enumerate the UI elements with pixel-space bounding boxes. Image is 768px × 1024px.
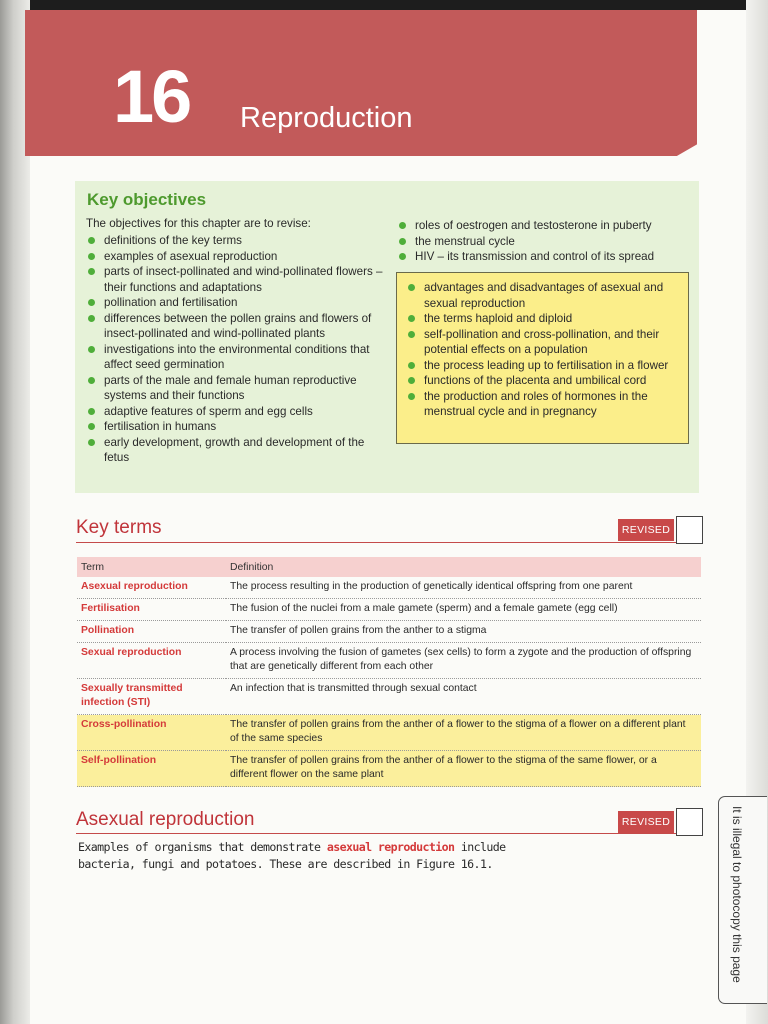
objective-item: functions of the placenta and umbilical cord xyxy=(406,373,686,389)
bullet-icon xyxy=(408,393,415,400)
term-cell: Fertilisation xyxy=(77,599,226,621)
definition-cell: The transfer of pollen grains from the anther of a flower to the stigma of a flower on a different plant of the same species xyxy=(226,715,701,751)
key-terms-rule xyxy=(76,542,676,543)
asexual-rule xyxy=(76,833,676,834)
objective-item: the terms haploid and diploid xyxy=(406,311,686,327)
bullet-icon xyxy=(88,268,95,275)
bullet-icon xyxy=(408,331,415,338)
term-cell: Pollination xyxy=(77,621,226,643)
objective-item: differences between the pollen grains and flowers of insect-pollinated and wind-pollinated plants xyxy=(86,311,386,342)
objective-item: parts of the male and female human reproductive systems and their functions xyxy=(86,373,386,404)
definition-cell: The transfer of pollen grains from the anther to a stigma xyxy=(226,621,701,643)
table-header-row xyxy=(77,557,701,577)
revised-checkbox[interactable] xyxy=(676,808,703,836)
bullet-icon xyxy=(399,253,406,260)
bullet-icon xyxy=(88,253,95,260)
extended-objectives-list xyxy=(406,280,686,420)
extended-objectives-box xyxy=(396,272,689,444)
bullet-icon xyxy=(88,377,95,384)
objective-item: advantages and disadvantages of asexual and sexual reproduction xyxy=(406,280,686,311)
asexual-paragraph: Examples of organisms that demonstrate asexual reproduction include bacteria, fungi and potatoes. These are described in Figure 16.1. xyxy=(78,840,506,871)
definition-cell: The process resulting in the production of genetically identical offspring from one parent xyxy=(226,577,701,599)
textbook-page: 16 Reproduction Key objectives The objectives for this chapter are to revise: definitions of the key terms examples of asexual reproduction parts of insect-pollinated and wind-pollinated flowers – their functions and adaptations pollination and fertilisation differences between the pollen grains and flowers of insect-pollinated and wind-pollinated plants investigations into the environmental conditions that affect seed germination parts of the male and female human reproductive systems and their functions adaptive features of sperm and egg cells fertilisation in humans early development, growth and development of the fetus roles of oestrogen and testosterone in puberty the menstrual cycle HIV – its transmission and control of its spread advantages and disadvantages of asexual and sexual reproduction the terms haploid and diploid self-pollination and cross-pollination, and their potential effects on a population the process leading up to fertilisation in a flower functions of the placenta and umbilical cord the production and roles of hormones in the menstrual cycle and in pregnancy Key terms REVISED Term Definition Asexual reproduction The process resulting in the production of genetically identical offspring from one parent Fertilisation The fusion of the nuclei from a male gamete (sperm) and a female gamete (egg cell) Pollination The transfer of pollen grains from the anther to a stigma Sexual reproduction A process involving the fusion of gametes (sex cells) to form a zygote and the production of offspring that are genetically different from each other Sexually transmitted infection (STI) An infection that is transmitted through sexual contact Cross-pollination The transfer of pollen grains from the anther of a flower to the stigma of a flower on a different plant of the same species Self-pollination The transfer of pollen grains from the anther of a flower to the stigma of the same flower, or a different flower on the same plant Asexual reproduction REVISED Examples of organisms that demonstrate asexual reproduction include bacteria, fungi and potatoes. These are described in Figure 16.1. It is illegal to photocopy this page xyxy=(0,0,768,1024)
objective-item: HIV – its transmission and control of its spread xyxy=(397,249,697,265)
page-top-edge xyxy=(0,0,768,10)
bullet-icon xyxy=(408,377,415,384)
term-cell: Sexually transmitted infection (STI) xyxy=(77,679,226,715)
column-header-term: Term xyxy=(77,557,226,577)
asexual-heading: Asexual reproduction xyxy=(76,809,255,830)
objective-item: fertilisation in humans xyxy=(86,419,386,435)
term-cell: Sexual reproduction xyxy=(77,643,226,679)
chapter-title: Reproduction xyxy=(240,102,413,134)
table-row xyxy=(77,599,701,621)
table-row xyxy=(77,643,701,679)
definition-cell: The fusion of the nuclei from a male gamete (sperm) and a female gamete (egg cell) xyxy=(226,599,701,621)
bullet-icon xyxy=(88,439,95,446)
bullet-icon xyxy=(399,238,406,245)
bullet-icon xyxy=(88,346,95,353)
definition-cell: An infection that is transmitted through sexual contact xyxy=(226,679,701,715)
objectives-heading: Key objectives xyxy=(87,190,207,209)
objective-item: examples of asexual reproduction xyxy=(86,249,386,265)
definition-cell: The transfer of pollen grains from the anther of a flower to the stigma of the same flower, or a different flower on the same plant xyxy=(226,751,701,787)
key-terms-heading: Key terms xyxy=(76,517,162,538)
term-cell: Cross-pollination xyxy=(77,715,226,751)
objective-item: adaptive features of sperm and egg cells xyxy=(86,404,386,420)
objective-item: parts of insect-pollinated and wind-pollinated flowers – their functions and adaptations xyxy=(86,264,386,295)
objectives-intro: The objectives for this chapter are to revise: xyxy=(86,217,311,230)
term-cell: Self-pollination xyxy=(77,751,226,787)
column-header-definition: Definition xyxy=(226,557,701,577)
objectives-list-right xyxy=(397,218,697,265)
bullet-icon xyxy=(408,284,415,291)
objective-item: definitions of the key terms xyxy=(86,233,386,249)
bullet-icon xyxy=(88,237,95,244)
table-row xyxy=(77,715,701,751)
objective-item: the production and roles of hormones in the menstrual cycle and in pregnancy xyxy=(406,389,686,420)
objective-item: early development, growth and development of the fetus xyxy=(86,435,386,466)
bullet-icon xyxy=(88,408,95,415)
bullet-icon xyxy=(88,315,95,322)
highlighted-term: asexual reproduction xyxy=(326,840,455,854)
objective-item: roles of oestrogen and testosterone in puberty xyxy=(397,218,697,234)
revised-checkbox[interactable] xyxy=(676,516,703,544)
bullet-icon xyxy=(408,315,415,322)
objectives-list-left xyxy=(86,233,386,466)
definition-cell: A process involving the fusion of gametes (sex cells) to form a zygote and the production of offspring that are genetically different from each other xyxy=(226,643,701,679)
key-terms-table xyxy=(77,557,701,787)
table-row xyxy=(77,577,701,599)
key-objectives-box xyxy=(75,181,699,493)
bullet-icon xyxy=(88,423,95,430)
chapter-number: 16 xyxy=(113,55,190,138)
objective-item: investigations into the environmental conditions that affect seed germination xyxy=(86,342,386,373)
objective-item: self-pollination and cross-pollination, and their potential effects on a population xyxy=(406,327,686,358)
revised-badge: REVISED xyxy=(618,519,674,541)
table-row xyxy=(77,751,701,787)
objective-item: the menstrual cycle xyxy=(397,234,697,250)
objective-item: the process leading up to fertilisation in a flower xyxy=(406,358,686,374)
bullet-icon xyxy=(408,362,415,369)
bullet-icon xyxy=(399,222,406,229)
objective-item: pollination and fertilisation xyxy=(86,295,386,311)
bullet-icon xyxy=(88,299,95,306)
table-row xyxy=(77,621,701,643)
table-row xyxy=(77,679,701,715)
term-cell: Asexual reproduction xyxy=(77,577,226,599)
revised-badge: REVISED xyxy=(618,811,674,833)
